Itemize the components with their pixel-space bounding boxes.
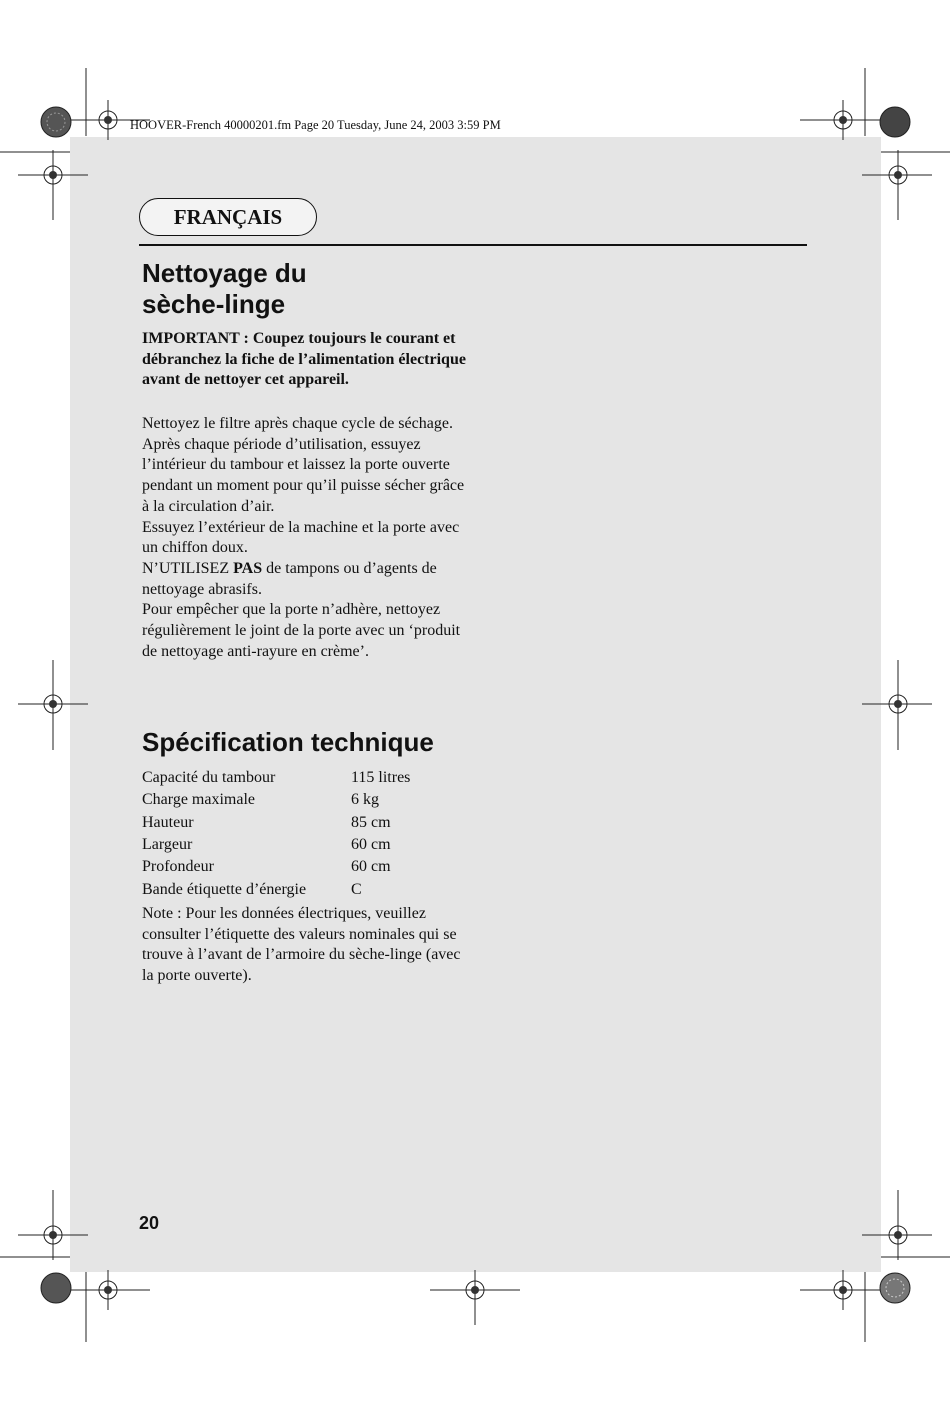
spec-row — [142, 789, 410, 811]
cleaning-title-line2: sèche-linge — [142, 289, 286, 319]
spec-row — [142, 767, 410, 789]
important-warning: IMPORTANT : Coupez toujours le courant et débranchez la fiche de l’alimentation électrique avant de nettoyer cet appareil. — [142, 330, 466, 389]
cleaning-title-line1: Nettoyage du — [142, 258, 307, 288]
paragraph-abrasives — [142, 559, 472, 600]
cleaning-title — [142, 258, 307, 320]
page-number: 20 — [139, 1213, 160, 1233]
spec-label: Largeur — [142, 836, 193, 854]
spec-value: 85 cm — [351, 813, 391, 831]
electrical-note: Note : Pour les données électriques, veuillez consulter l’étiquette des valeurs nominales qui se trouve à l’avant de l’armoire du sèche-linge (avec la porte ouverte). — [142, 905, 461, 985]
spec-row — [142, 834, 410, 856]
language-tab: FRANÇAIS — [139, 198, 317, 236]
spec-value: C — [351, 880, 362, 898]
spec-value: 60 cm — [351, 836, 391, 854]
paragraph-seal: Pour empêcher que la porte n’adhère, nettoyez régulièrement le joint de la porte avec un ‘produit de nettoyage anti-rayure en crème’. — [142, 601, 461, 660]
spec-row — [142, 856, 410, 878]
spec-value: 6 kg — [351, 791, 379, 809]
spec-row — [142, 812, 410, 834]
header-rule — [139, 244, 807, 246]
specs-title: Spécification technique — [142, 727, 434, 757]
abrasives-before: N’UTILISEZ — [142, 559, 234, 577]
print-slug: HOOVER-French 40000201.fm Page 20 Tuesday, June 24, 2003 3:59 PM — [130, 118, 501, 132]
spec-label: Profondeur — [142, 858, 214, 876]
abrasives-after: de tampons ou d’agents de nettoyage abrasifs. — [142, 559, 437, 598]
spec-value: 60 cm — [351, 858, 391, 876]
cleaning-instructions — [142, 414, 472, 662]
paragraph-exterior: Essuyez l’extérieur de la machine et la porte avec un chiffon doux. — [142, 518, 460, 557]
spec-label: Bande étiquette d’énergie — [142, 880, 307, 898]
spec-label: Hauteur — [142, 813, 194, 831]
spec-label: Charge maximale — [142, 791, 255, 809]
abrasives-bold: PAS — [233, 559, 263, 577]
paragraph-filter: Nettoyez le filtre après chaque cycle de séchage. — [142, 415, 453, 432]
spec-label: Capacité du tambour — [142, 769, 276, 787]
paragraph-drum: Après chaque période d’utilisation, essuyez l’intérieur du tambour et laissez la porte ouverte pendant un moment pour qu’il puisse sécher grâce à la circulation d’air. — [142, 435, 465, 515]
spec-row — [142, 878, 410, 900]
spec-table — [142, 767, 410, 901]
spec-value: 115 litres — [351, 769, 411, 787]
